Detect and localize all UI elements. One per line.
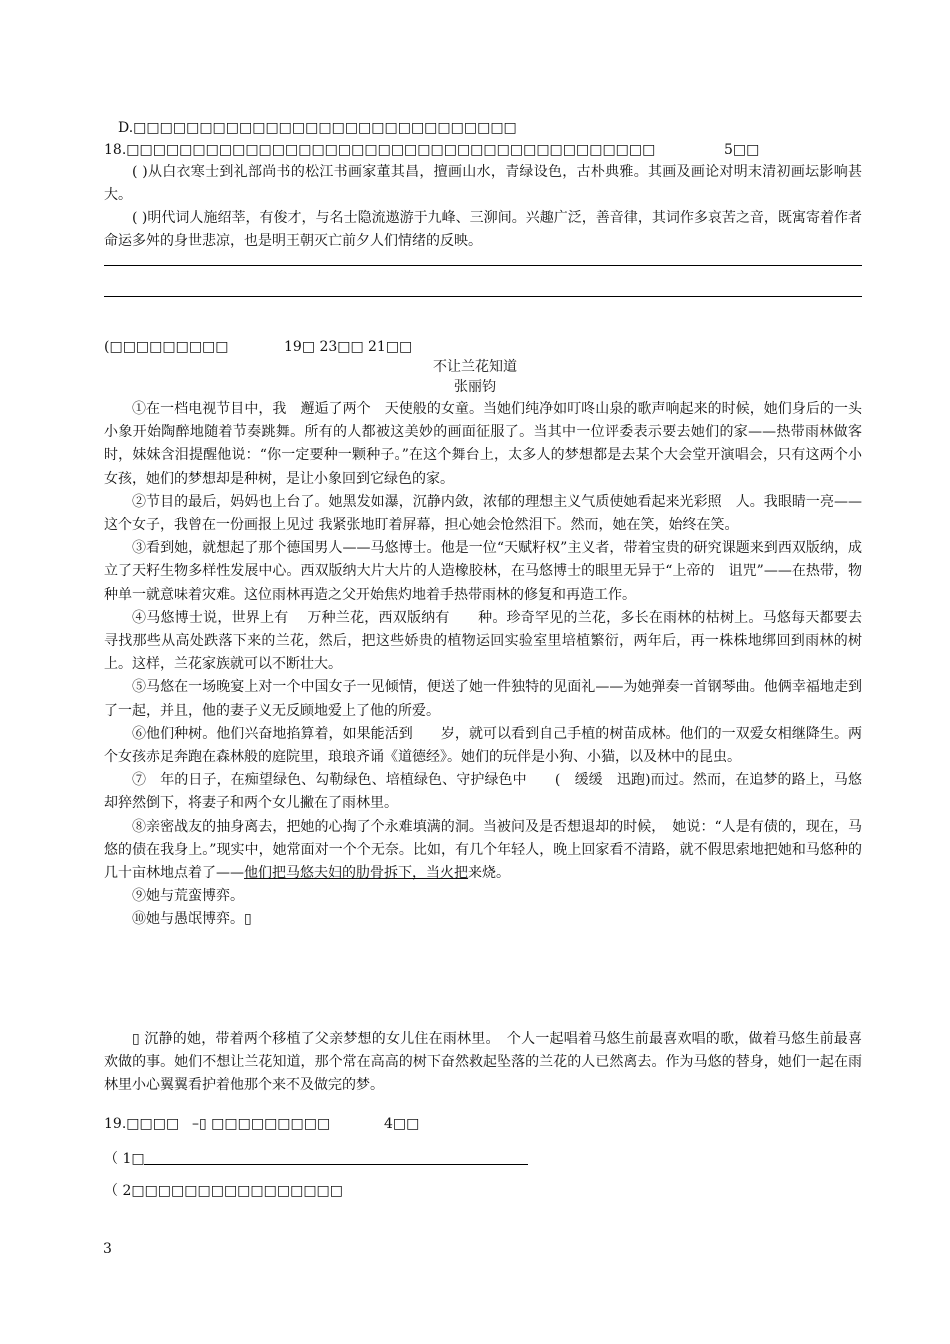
q19-stem: 19.□□□□ <box>104 1116 180 1132</box>
q19-stem-cont: –▯ □□□□□□□□□ <box>192 1116 331 1132</box>
section-score: 21□□ <box>368 339 413 355</box>
paragraph-9: ⑨她与荒蛮博弈。 <box>132 888 244 905</box>
paragraph-8-tail: 来烧。 <box>468 865 510 882</box>
paragraph-6: ⑥他们种树。他们兴奋地掐算着，如果能活到 岁，就可以看到自己手植的树苗成林。他们的一双爱女相继降生。两个女孩赤足奔跑在森林般的庭院里，琅琅齐诵《道德经》。她们的玩伴是小狗、小猫，以及林中的昆虫。 <box>104 725 862 766</box>
article-body <box>104 398 862 932</box>
paragraph-8-underlined: 他们把马悠夫妇的肋骨拆下，当火把 <box>244 865 468 882</box>
q19-score: 4□□ <box>384 1116 420 1132</box>
article-author: 张丽钧 <box>454 379 496 395</box>
q17-option-d: D.□□□□□□□□□□□□□□□□□□□□□□□□□□□□□ <box>118 120 517 136</box>
section-range: 19□ 23□□ <box>284 339 364 355</box>
answer-line-2 <box>104 296 862 297</box>
page-number: 3 <box>103 1241 112 1257</box>
answer-line-1 <box>104 265 862 266</box>
paragraph-8 <box>104 816 862 886</box>
paragraph-8-text: ⑧亲密战友的抽身离去，把她的心掏了个永难填满的洞。当被问及是否想退却的时候， 她说：“人是有债的，现在，马悠的债在我身上。”现实中，她常面对一个个无奈。比如，有几个年轻人，晚上回家看不清路，就不假思索地把她和马悠种的几十亩林地点着了—— <box>104 818 862 882</box>
paragraph-5: ⑤马悠在一场晚宴上对一个中国女子一见倾情，便送了她一件独特的见面礼——为她弹奏一首钢琴曲。他俩幸福地走到了一起，并且，他的妻子义无反顾地爱上了他的所爱。 <box>104 679 862 719</box>
paragraph-7: ⑦ 年的日子，在痴望绿色、勾勒绿色、培植绿色、守护绿色中 ( 缓缓 迅跑)而过。然而，在追梦的路上，马悠却猝然倒下，将妻子和两个女儿撇在了雨林里。 <box>104 772 862 812</box>
q19-sub1-answer-line <box>144 1164 528 1165</box>
q18-stem: 18.□□□□□□□□□□□□□□□□□□□□□□□□□□□□□□□□□□□□□□□□ <box>104 142 656 158</box>
q18-item-1: ( )从白衣寒士到礼部尚书的松江书画家董其昌，擅画山水，青绿设色，古朴典雅。其画及画论对明末清初画坛影响甚大。 <box>104 164 862 204</box>
q18-item-2: ( )明代词人施绍莘，有俊才，与名士隐流遨游于九峰、三泖间。兴趣广泛，善音律，其词作多哀苦之音，既寓寄着作者命运多舛的身世悲凉，也是明王朝灭亡前夕人们情绪的反映。 <box>104 210 862 250</box>
paragraph-10: ⑩她与愚氓博弈。▯ <box>132 911 252 928</box>
q19-sub2: （ 2□□□□□□□□□□□□□□□□ <box>104 1183 343 1199</box>
article-title: 不让兰花知道 <box>433 359 517 375</box>
paragraph-11: ▯ 沉静的她，带着两个移植了父亲梦想的女儿住在雨林里。 个人一起唱着马悠生前最喜欢唱的歌，做着马悠生前最喜欢做的事。她们不想让兰花知道，那个常在高高的树下奋然救起坠落的兰花的人已然离去。作为马悠的替身，她们一起在雨林里小心翼翼看护着他那个来不及做完的梦。 <box>104 1031 862 1094</box>
paragraph-2: ②节目的最后，妈妈也上台了。她黑发如瀑，沉静内敛，浓郁的理想主义气质使她看起来光彩照 人。我眼睛一亮——这个女子，我曾在一份画报上见过 我紧张地盯着屏幕，担心她会怆然泪下。然而，她在笑，始终在笑。 <box>104 493 862 534</box>
q18-score: 5□□ <box>724 142 760 158</box>
paragraph-4: ④马悠博士说，世界上有 万种兰花，西双版纳有 种。珍奇罕见的兰花，多长在雨林的枯树上。马悠每天都要去寻找那些从高处跌落下来的兰花，然后，把这些娇贵的植物运回实验室里培植繁衍，两年后，再一株株地绑回到雨林的树上。这样，兰花家族就可以不断壮大。 <box>104 609 862 673</box>
section-heading: (□□□□□□□□□ <box>104 339 229 355</box>
paragraph-1: ①在一档电视节目中，我 邂逅了两个 天使般的女童。当她们纯净如叮咚山泉的歌声响起来的时候，她们身后的一头小象开始陶醉地随着节奏跳舞。所有的人都被这美妙的画面征服了。当其中一位评委表示要去她们的家——热带雨林做客时，妹妹含泪提醒他说：“你一定要种一颗种子。”在这个舞台上，太多人的梦想都是去某个大会堂开演唱会，只有这两个小女孩，她们的梦想却是种树，是让小象回到它绿色的家。 <box>104 401 862 487</box>
q19-sub1-label: （ 1□ <box>104 1151 145 1167</box>
paragraph-3: ③看到她，就想起了那个德国男人——马悠博士。他是一位“天赋籽权”主义者，带着宝贵的研究课题来到西双版纳，成立了天籽生物多样性发展中心。西双版纳大片大片的人造橡胶林，在马悠博士的眼里无异于“上帝的 诅咒”——在热带，物种单一就意味着灾难。这位雨林再造之父开始焦灼地着手热带雨林的修复和再造工作。 <box>104 540 862 603</box>
